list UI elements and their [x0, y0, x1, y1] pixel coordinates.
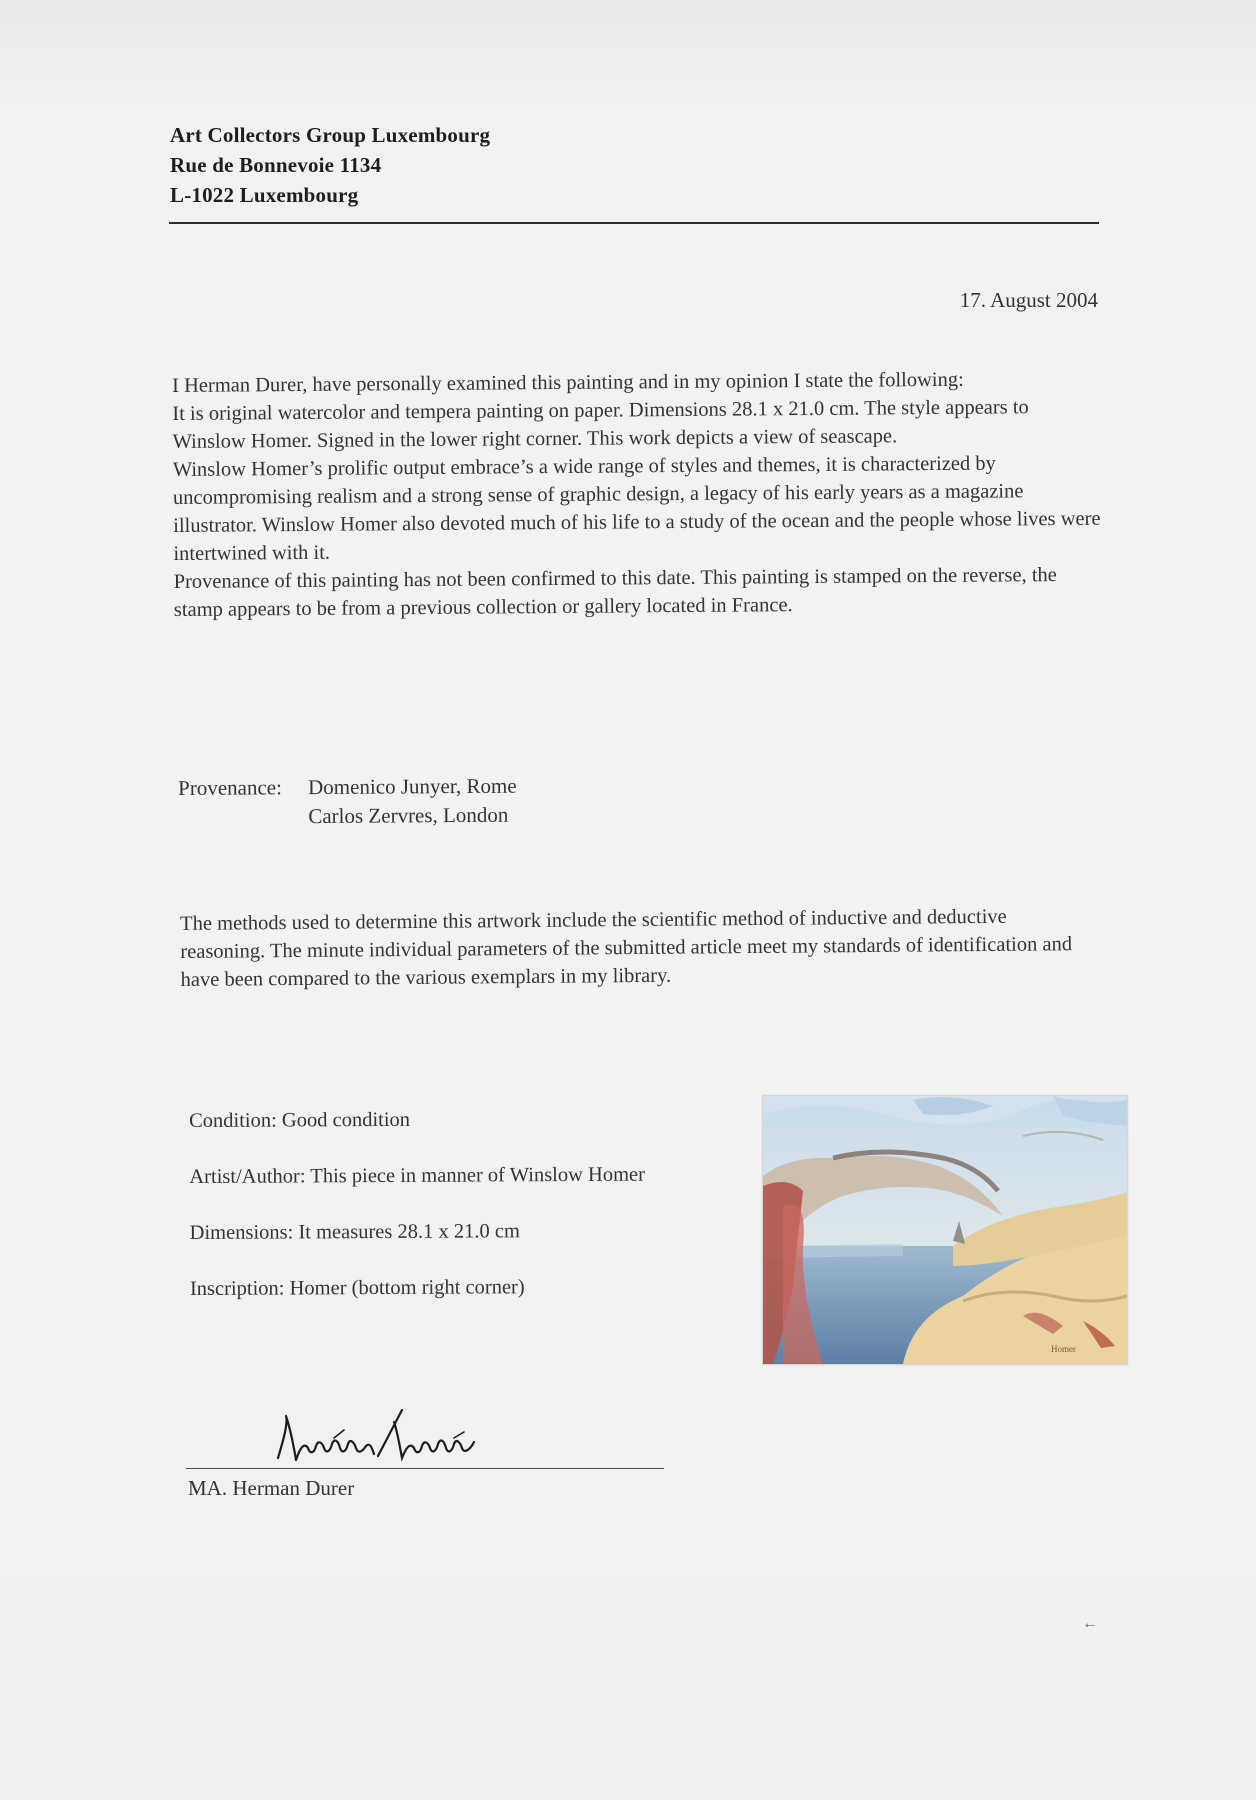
dimensions-line: Dimensions: It measures 28.1 x 21.0 cm — [189, 1220, 520, 1244]
methods-paragraph: The methods used to determine this artwork include the scientific method of inductive and deductive reasoning. The minute individual parameters of the submitted article meet my standards of identification and have been compared to the various exemplars in my library. — [180, 905, 1073, 991]
details-list — [189, 1108, 646, 1334]
condition-line: Condition: Good condition — [189, 1108, 411, 1132]
city-postcode: L-1022 Luxembourg — [170, 183, 359, 207]
inscription-line: Inscription: Homer (bottom right corner) — [189, 1276, 525, 1300]
artist-paragraph: Winslow Homer’s prolific output embrace’s a wide range of styles and themes, it is characterized by uncompromising realism and a strong sense of graphic design, a legacy of his early years as a magazine illustrator. Winslow Homer also devoted much of his life to a study of the ocean and the people whose lives were intertwined with it. — [172, 452, 1101, 565]
painting-inscription: Homer — [1051, 1344, 1076, 1354]
provenance-entry: Domenico Junyer, Rome — [308, 773, 517, 800]
painting-photo — [762, 1095, 1128, 1365]
seascape-watercolor-image — [763, 1096, 1127, 1364]
handwritten-signature-icon — [274, 1408, 534, 1472]
letterhead — [170, 120, 490, 210]
provenance-paragraph: Provenance of this painting has not been confirmed to this date. This painting is stamped on the reverse, the stamp appears to be from a previous collection or gallery located in France. — [173, 564, 1057, 621]
provenance-block — [178, 772, 517, 832]
artist-line: Artist/Author: This piece in manner of Winslow Homer — [189, 1163, 646, 1188]
intro-paragraph: I Herman Durer, have personally examined this painting and in my opinion I state the following: — [172, 368, 964, 397]
provenance-entry: Carlos Zervres, London — [308, 802, 509, 829]
cursor-mark-icon: ← — [1082, 1615, 1098, 1632]
letter-date: 17. August 2004 — [959, 288, 1098, 312]
street-address: Rue de Bonnevoie 1134 — [170, 153, 382, 177]
certificate-body — [172, 365, 1104, 624]
signer-name: MA. Herman Durer — [188, 1476, 355, 1500]
signature-line — [186, 1468, 664, 1469]
company-name: Art Collectors Group Luxembourg — [170, 123, 491, 147]
description-paragraph: It is original watercolor and tempera painting on paper. Dimensions 28.1 x 21.0 cm. The style appears to Winslow Homer. Signed in the lower right corner. This work depicts a view of seascape. — [172, 396, 1029, 453]
header-divider — [169, 222, 1099, 224]
provenance-label: Provenance: — [178, 775, 282, 800]
